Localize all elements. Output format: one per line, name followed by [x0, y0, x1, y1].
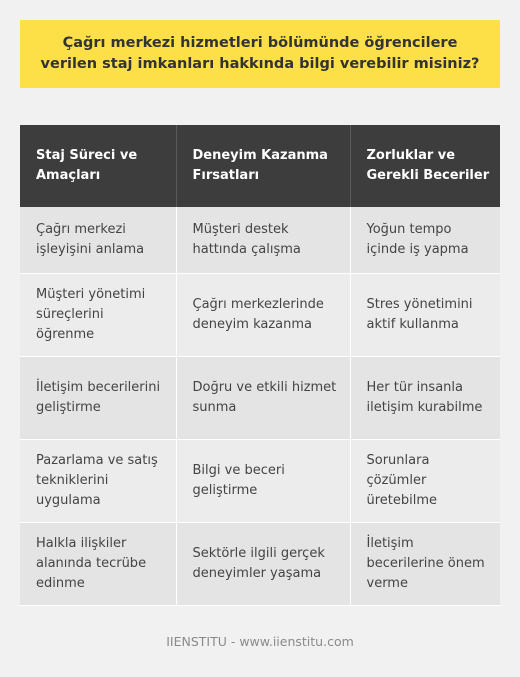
table-header-row	[20, 125, 500, 207]
table-cell: İletişim becerilerini geliştirme	[20, 357, 176, 440]
question-banner	[20, 20, 500, 88]
table-cell: Çağrı merkezi işleyişini anlama	[20, 207, 176, 274]
column-header-staj-sureci: Staj Süreci ve Amaçları	[20, 125, 176, 207]
table-cell: Sorunlara çözümler üretebilme	[350, 440, 500, 523]
table-cell: Halkla ilişkiler alanında tecrübe edinme	[20, 523, 176, 606]
table-cell: Stres yönetimini aktif kullanma	[350, 274, 500, 357]
footer-credit: IIENSTITU - www.iienstitu.com	[166, 634, 354, 649]
table-row	[20, 440, 500, 523]
column-header-zorluklar: Zorluklar ve Gerekli Beceriler	[350, 125, 500, 207]
table-cell: Sektörle ilgili gerçek deneyimler yaşama	[176, 523, 350, 606]
table-cell: Doğru ve etkili hizmet sunma	[176, 357, 350, 440]
table-row	[20, 523, 500, 606]
table-cell: Müşteri yönetimi süreçlerini öğrenme	[20, 274, 176, 357]
question-text: Çağrı merkezi hizmetleri bölümünde öğrencilere verilen staj imkanları hakkında bilgi verebilir misiniz?	[40, 35, 480, 72]
table-cell: Müşteri destek hattında çalışma	[176, 207, 350, 274]
table-cell: Pazarlama ve satış tekniklerini uygulama	[20, 440, 176, 523]
table-row	[20, 274, 500, 357]
column-header-deneyim-kazanma: Deneyim Kazanma Fırsatları	[176, 125, 350, 207]
table-cell: Yoğun tempo içinde iş yapma	[350, 207, 500, 274]
table-cell: Çağrı merkezlerinde deneyim kazanma	[176, 274, 350, 357]
table-cell: Her tür insanla iletişim kurabilme	[350, 357, 500, 440]
info-table	[20, 125, 500, 606]
table-row	[20, 207, 500, 274]
table-cell: İletişim becerilerine önem verme	[350, 523, 500, 606]
table-row	[20, 357, 500, 440]
table-cell: Bilgi ve beceri geliştirme	[176, 440, 350, 523]
